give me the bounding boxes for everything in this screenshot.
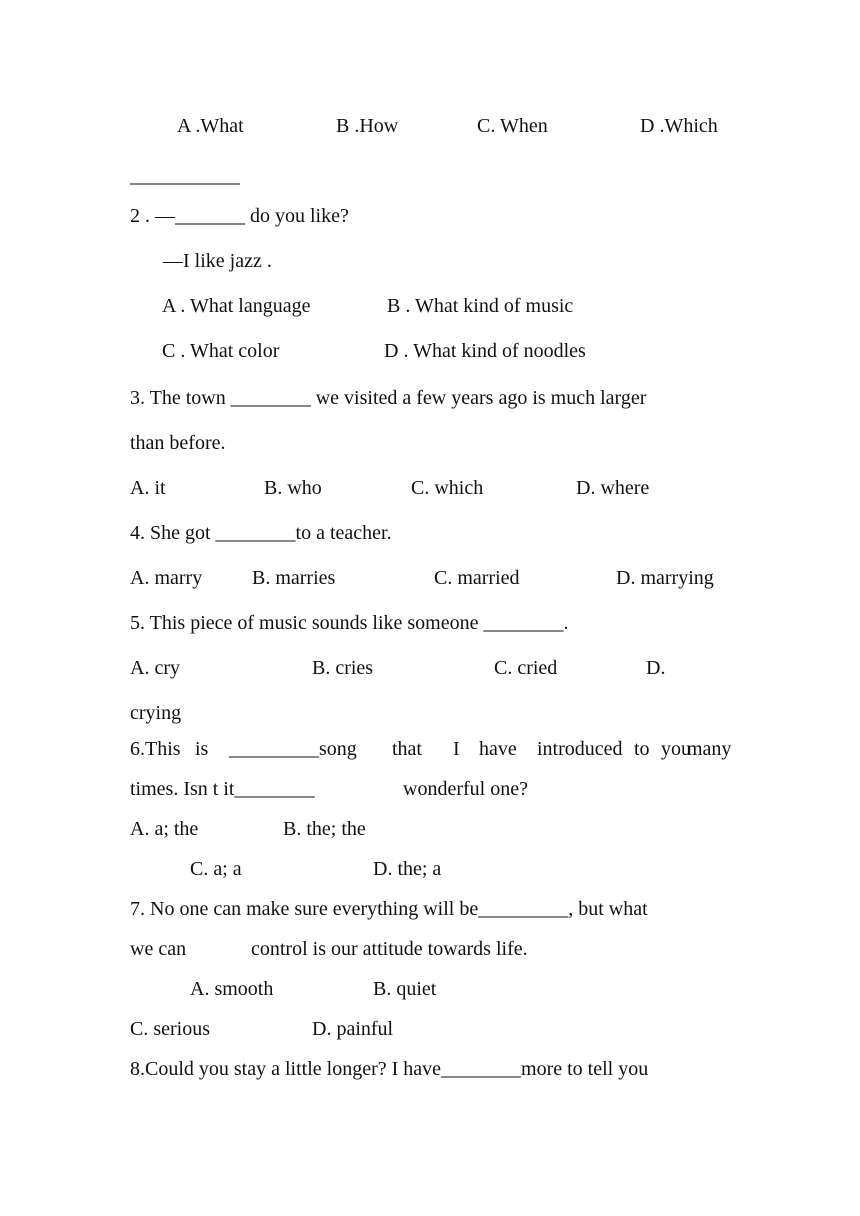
q3-option-b: B. who [264, 477, 322, 499]
q7-stem-line1: 7. No one can make sure everything will be_________, but what [130, 898, 648, 920]
q1-option-b: B .How [336, 115, 399, 137]
q7-option-b: B. quiet [373, 978, 437, 1000]
q4-option-c: C. married [434, 567, 520, 589]
q4-stem: 4. She got ________to a teacher. [130, 522, 392, 544]
q6-word: is [195, 738, 209, 760]
q1-option-d: D .Which [640, 115, 718, 137]
q7-option-d: D. painful [312, 1018, 394, 1040]
q2-option-d: D . What kind of noodles [384, 340, 586, 362]
q6-stem-line2-a: times. Isn t it________ [130, 778, 315, 800]
q5-option-c: C. cried [494, 657, 558, 679]
q7-option-c: C. serious [130, 1018, 210, 1040]
q2-reply: —I like jazz . [163, 250, 272, 272]
q7-option-a: A. smooth [190, 978, 274, 1000]
q6-stem-line2-b: wonderful one? [403, 778, 528, 800]
q6-word: to [634, 738, 650, 760]
q7-stem-line2-b: control is our attitude towards life. [251, 938, 528, 960]
q3-option-c: C. which [411, 477, 484, 499]
q8-stem-line1: 8.Could you stay a little longer? I have________more to tell you [130, 1058, 649, 1080]
q6-word: 6.This [130, 738, 181, 760]
q6-option-b: B. the; the [283, 818, 366, 840]
q2-option-b: B . What kind of music [387, 295, 574, 317]
q6-word: you [661, 738, 691, 760]
q6-word: introduced [537, 738, 623, 760]
q2-option-c: C . What color [162, 340, 280, 362]
q5-option-b: B. cries [312, 657, 374, 679]
q1-option-c: C. When [477, 115, 548, 137]
q4-option-d: D. marrying [616, 567, 714, 589]
q5-option-d-letter: D. [646, 657, 666, 679]
q1-option-a: A .What [177, 115, 244, 137]
q5-stem: 5. This piece of music sounds like someone ________. [130, 612, 569, 634]
q3-stem-line2: than before. [130, 432, 226, 454]
q4-option-b: B. marries [252, 567, 336, 589]
q6-word: that [392, 738, 422, 760]
q1-answer-blank: ___________ [130, 165, 240, 187]
q2-stem: 2 . —_______ do you like? [130, 205, 349, 227]
q2-option-a: A . What language [162, 295, 311, 317]
q4-option-a: A. marry [130, 567, 203, 589]
q3-stem-line1: 3. The town ________ we visited a few years ago is much larger [130, 387, 647, 409]
q6-option-c: C. a; a [190, 858, 242, 880]
q3-option-d: D. where [576, 477, 650, 499]
q6-word: _________song [229, 738, 357, 760]
q5-option-a: A. cry [130, 657, 180, 679]
q6-word: many [687, 738, 732, 760]
q6-option-a: A. a; the [130, 818, 199, 840]
q5-option-d-text: crying [130, 702, 182, 724]
q7-stem-line2-a: we can [130, 938, 187, 960]
q6-word: I [453, 738, 460, 760]
q3-option-a: A. it [130, 477, 166, 499]
q6-word: have [479, 738, 517, 760]
q6-option-d: D. the; a [373, 858, 442, 880]
